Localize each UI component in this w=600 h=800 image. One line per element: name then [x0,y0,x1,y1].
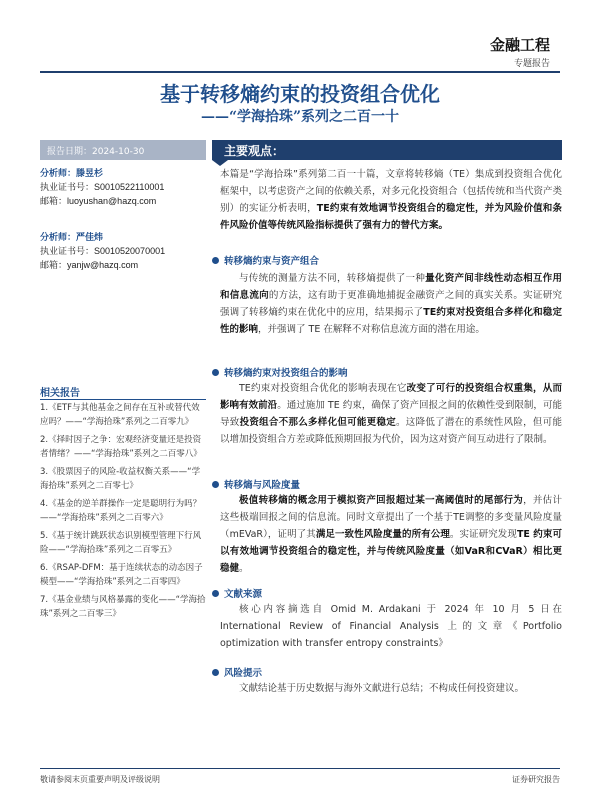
section-title: 文献来源 [224,589,263,600]
footer-label: 证券研究报告 [512,775,560,784]
section-title: 风险提示 [224,668,263,679]
related-report-item[interactable]: 1.《ETF与其他基金之间存在互补或替代效应吗？——“学海拾珠”系列之二百零九》 [40,403,200,427]
section-heading [212,365,348,379]
section-emphasis: 量化资产间非线性动态相互作用和信息流向 [220,273,562,301]
analyst-role-label: 分析师： [40,169,77,179]
analyst-email[interactable]: luoyushan@hazq.com [67,196,157,206]
key-points-heading: 主要观点： [212,140,562,160]
section-text: ，并强调了 TE 在解释不对称信息流方面的潜在用途。 [258,324,485,335]
section-body [220,270,562,338]
header-divider [40,71,560,73]
section-heading [212,253,319,267]
intro-emphasis: TE约束有效地调节投资组合的稳定性，并为风险价值和条件风险价值等传统风险指标提供了强有力的替代方案。 [220,203,562,231]
section-heading [212,477,300,491]
analyst-name: 严佳炜 [76,233,104,243]
bullet-icon [212,257,219,264]
related-reports-list [40,402,206,626]
key-points-intro [220,166,562,234]
cert-number: S0010520070001 [94,246,166,256]
report-subtitle: ——“学海拾珠”系列之二百一十 [200,109,400,125]
footer-disclaimer: 敬请参阅末页重要声明及评级说明 [40,775,160,784]
section-emphasis: TE 约束可以有效地调节投资组合的稳定性，并与传统风险度量（如VaR和CVaR）相比更稳健 [220,529,562,574]
section-text: TE约束对投资组合优化的影响表现在它 [239,383,407,394]
analyst-role-label: 分析师： [40,233,77,243]
report-title: 基于转移熵约束的投资组合优化 [160,82,440,106]
section-emphasis: 满足一致性风险度量的所有公理 [315,529,450,540]
related-reports-heading: 相关报告 [40,388,80,399]
analyst-name: 滕昱杉 [76,169,104,179]
section-text: 。通过施加 TE 约束，确保了资产回报之间的依赖性受到限制，可能导致 [220,400,562,428]
section-title: 转移熵约束与资产组合 [224,256,320,267]
bullet-icon [212,481,219,488]
section-text: 。这降低了潜在的系统性风险，但可能以增加投资组合方差或降低预期回报为代价，因为这对资产间互动进行了限制。 [220,417,562,445]
related-reports-divider [40,399,206,400]
section-emphasis: 改变了可行的投资组合权重集，从而影响有效前沿 [220,383,562,411]
related-report-item[interactable]: 6.《RSAP-DFM：基于连续状态的动态因子模型——“学海拾珠”系列之二百零四》 [40,563,203,587]
section-body [220,492,562,577]
section-text: ，并估计这些极端回报之间的信息流。同时文章提出了一个基于TE调整的多变量风险度量（mEVaR），证明了其 [220,495,562,540]
source-text: 核心内容摘选自 Omid M. Ardakani 于 2024 年 10 月 5 日在 International Review of Financial Analysis 上的文章《Portfolio optimization with transfer entropy constraints》 [220,604,562,649]
cert-label: 执业证书号： [40,247,95,257]
email-label: 邮箱： [40,197,68,207]
brand-label: 金融工程 [489,36,550,54]
report-date-bar [40,140,206,160]
report-date: 报告日期：2024-10-30 [47,147,145,157]
footer-divider [40,768,560,769]
related-report-item[interactable]: 2.《择时因子之争：宏观经济变量还是投资者情绪？——“学海拾珠”系列之二百零八》 [40,435,202,459]
analyst-block [40,168,206,209]
section-text: 与传统的测量方法不同，转移熵提供了一种 [239,273,426,284]
section-heading [212,586,262,600]
section-text: 。 [239,563,249,574]
section-body [220,380,562,448]
section-text: 。实证研究发现 [449,529,517,540]
analyst-block [40,232,206,273]
cert-number: S0010522110001 [94,182,165,192]
related-report-item[interactable]: 7.《基金业绩与风格暴露的变化——“学海拾珠”系列之二百零三》 [40,595,206,619]
cert-label: 执业证书号： [40,183,95,193]
section-text: 的方法，这有助于更准确地捕捉金融资产之间的真实关系。实证研究强调了转移熵约束在优化中的应用，结果揭示了 [220,290,562,318]
bullet-icon [212,669,219,676]
risk-text: 文献结论基于历史数据与海外文献进行总结；不构成任何投资建议。 [239,683,525,694]
related-report-item[interactable]: 3.《股票因子的风险-收益权衡关系——“学海拾珠”系列之二百零七》 [40,467,201,491]
section-emphasis: TE约束对投资组合多样化和稳定性的影响 [220,307,562,335]
analyst-email[interactable]: yanjw@hazq.com [67,260,139,270]
email-label: 邮箱： [40,261,68,271]
section-body [220,680,562,697]
report-type-label: 专题报告 [513,59,550,69]
related-report-item[interactable]: 4.《基金的逆羊群操作一定是聪明行为吗？——“学海拾珠”系列之二百零六》 [40,499,202,523]
section-title: 转移熵约束对投资组合的影响 [224,368,348,379]
section-emphasis: 投资组合不那么多样化但可能更稳定 [239,417,397,428]
intro-text: 本篇是“学海拾珠”系列第二百一十篇，文章将转移熵（TE）集成到投资组合优化框架中，以考虑资产之间的依赖关系，对多元化投资组合（包括传统和当代资产类别）的实证分析表明， [220,169,563,214]
section-emphasis: 极值转移熵的概念用于模拟资产回报超过某一高阈值时的尾部行为 [239,495,524,506]
related-report-item[interactable]: 5.《基于统计跳跃状态识别模型管理下行风险——“学海拾珠”系列之二百零五》 [40,531,202,555]
bullet-icon [212,369,219,376]
section-heading [212,665,262,679]
section-body [220,601,562,652]
section-title: 转移熵与风险度量 [224,480,301,491]
bullet-icon [212,590,219,597]
